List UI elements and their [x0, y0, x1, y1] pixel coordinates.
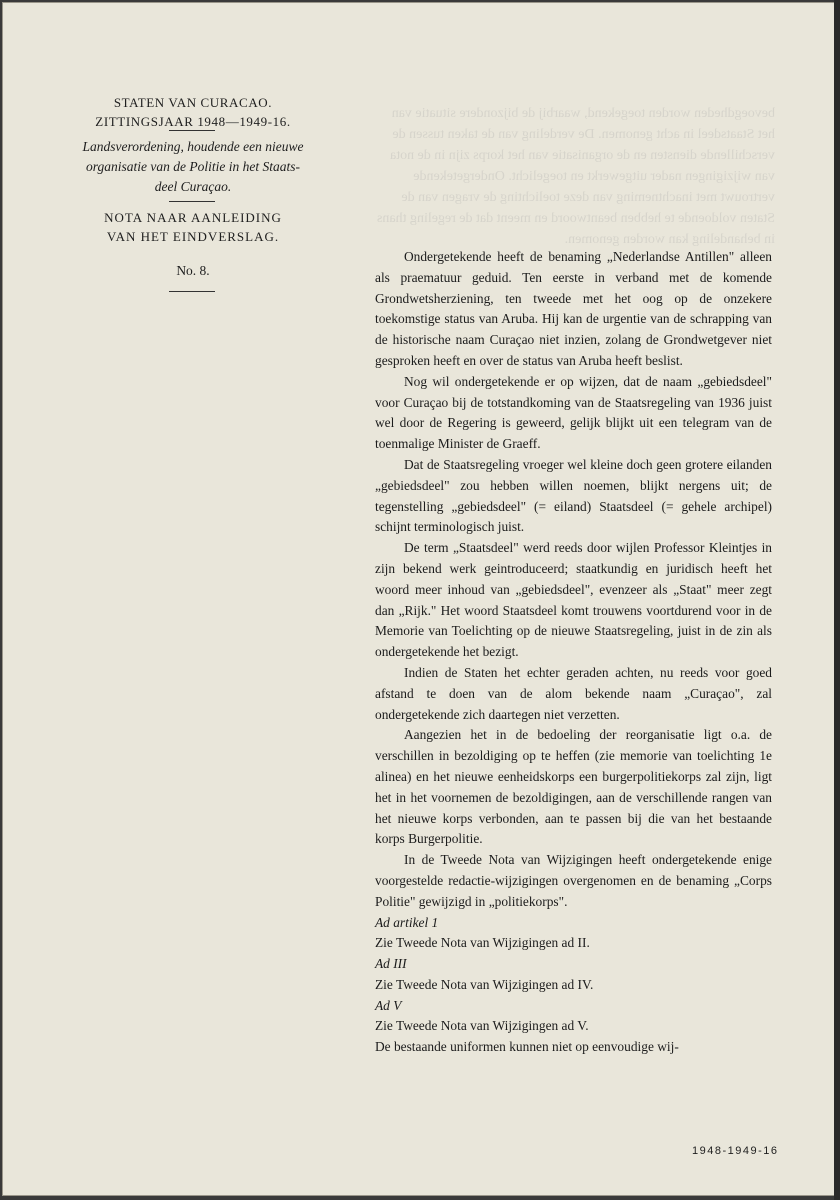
paragraph: De term „Staatsdeel" werd reeds door wijlen Professor Kleintjes in zijn bekend werk geintroduceerd; staatkundig en juridisch heeft het woord meer inhoud van „gebiedsdeel", evenzeer als „Staat" meer zegt dan „Rijk." Het woord Staatsdeel komt trouwens voortdurend voor in de Memorie van Toelichting op de nieuwe Staatsregeling, juist in de zin als ondergetekende het bezigt.: [375, 540, 772, 660]
bleed-through-text: bevoegdheden worden toegekend, waarbij de bijzondere situatie van het Staatsdeel in acht genomen. De verdeling van de taken tussen de verschillende diensten en de organisatie van het korps zijn in de nota van wijzigingen nader uitgewerkt en toegelicht. Ondergetekende vertrouwt met inachtneming van deze toelichting de vragen van de Staten voldoende te hebben beantwoord en meent dat de regeling thans in behandeling kan worden genomen.: [376, 106, 775, 247]
paragraph: In de Tweede Nota van Wijzigingen heeft ondergetekende enige voorgestelde redactie-wijzigingen overgenomen en de benaming „Corps Politie" gewijzigd in „politiekorps".: [375, 852, 772, 909]
article-heading: Ad artikel 1: [375, 914, 439, 930]
subject-line-2: organisatie van de Politie in het Staats-: [86, 159, 300, 174]
document-page: [2, 2, 836, 1196]
divider-rule: [169, 130, 215, 131]
issuer-heading: [43, 93, 343, 131]
footer-code: 1948-1949-16: [692, 1145, 779, 1157]
ordinance-subject: [43, 137, 343, 197]
paragraph: Nog wil ondergetekende er op wijzen, dat de naam „gebiedsdeel" voor Curaçao bij de totstandkoming van de Staatsregeling van 1936 juist wel door de Regering is geweerd, gelijk blijkt uit een telegram van de toenmalige Minister de Graeff.: [375, 373, 772, 452]
paragraph: Dat de Staatsregeling vroeger wel kleine doch geen grotere eilanden „gebiedsdeel" zou hebben willen noemen, blijkt nergens uit; de tegenstelling „gebiedsdeel" (= eiland) Staatsdeel (= gehele archipel) schijnt terminologisch juist.: [375, 456, 772, 535]
document-number: No. 8.: [176, 263, 210, 278]
title-line-2: VAN HET EINDVERSLAG.: [106, 229, 280, 244]
document-title: [43, 208, 343, 246]
divider-rule: [169, 201, 215, 202]
scan-edge-shadow: [834, 0, 840, 1200]
body-text: [375, 247, 772, 1058]
article-note: Zie Tweede Nota van Wijzigingen ad II.: [375, 935, 590, 951]
article-note: Zie Tweede Nota van Wijzigingen ad V.: [375, 1018, 589, 1034]
article-heading: Ad III: [375, 956, 407, 972]
paragraph: Ondergetekende heeft de benaming „Nederlandse Antillen" alleen als praematuur geduid. Ten eerste in verband met de komende Grondwetsherziening, ten tweede met het oog op de onzekere toekomstige status van Aruba. Hij kan de urgentie van de schrapping van de historische naam Curaçao niet inzien, zolang de Grondwetgever niet gesproken heeft en over de status van Aruba heeft beslist.: [375, 249, 772, 368]
paragraph: Indien de Staten het echter geraden achten, nu reeds voor goed afstand te doen van de alom bekende naam „Curaçao", zal ondergetekende zich daartegen niet verzetten.: [375, 664, 772, 722]
divider-rule: [169, 291, 215, 292]
subject-line-3: deel Curaçao.: [154, 179, 232, 194]
title-line-1: NOTA NAAR AANLEIDING: [104, 210, 282, 225]
article-heading: Ad V: [375, 997, 402, 1013]
continued-line: De bestaande uniformen kunnen niet op eenvoudige wij-: [375, 1039, 679, 1055]
session-year-line: ZITTINGSJAAR 1948—1949-16.: [95, 114, 291, 129]
paragraph: Aangezien het in de bedoeling der reorganisatie ligt o.a. de verschillen in bezoldiging op te heffen (zie memorie van toelichting 1e alinea) en het nieuwe eenheidskorps een burgerpolitiekorps zal zijn, ligt het in het voornemen de bezoldigingen, aan de verschillende rangen van het nieuwe korps verbonden, aan te passen bij die van het bestaande korps Burgerpolitie.: [375, 727, 772, 847]
subject-line-1: Landsverordening, houdende een nieuwe: [82, 139, 304, 154]
article-note: Zie Tweede Nota van Wijzigingen ad IV.: [375, 976, 594, 992]
issuer-line-1: STATEN VAN CURACAO.: [113, 95, 273, 110]
